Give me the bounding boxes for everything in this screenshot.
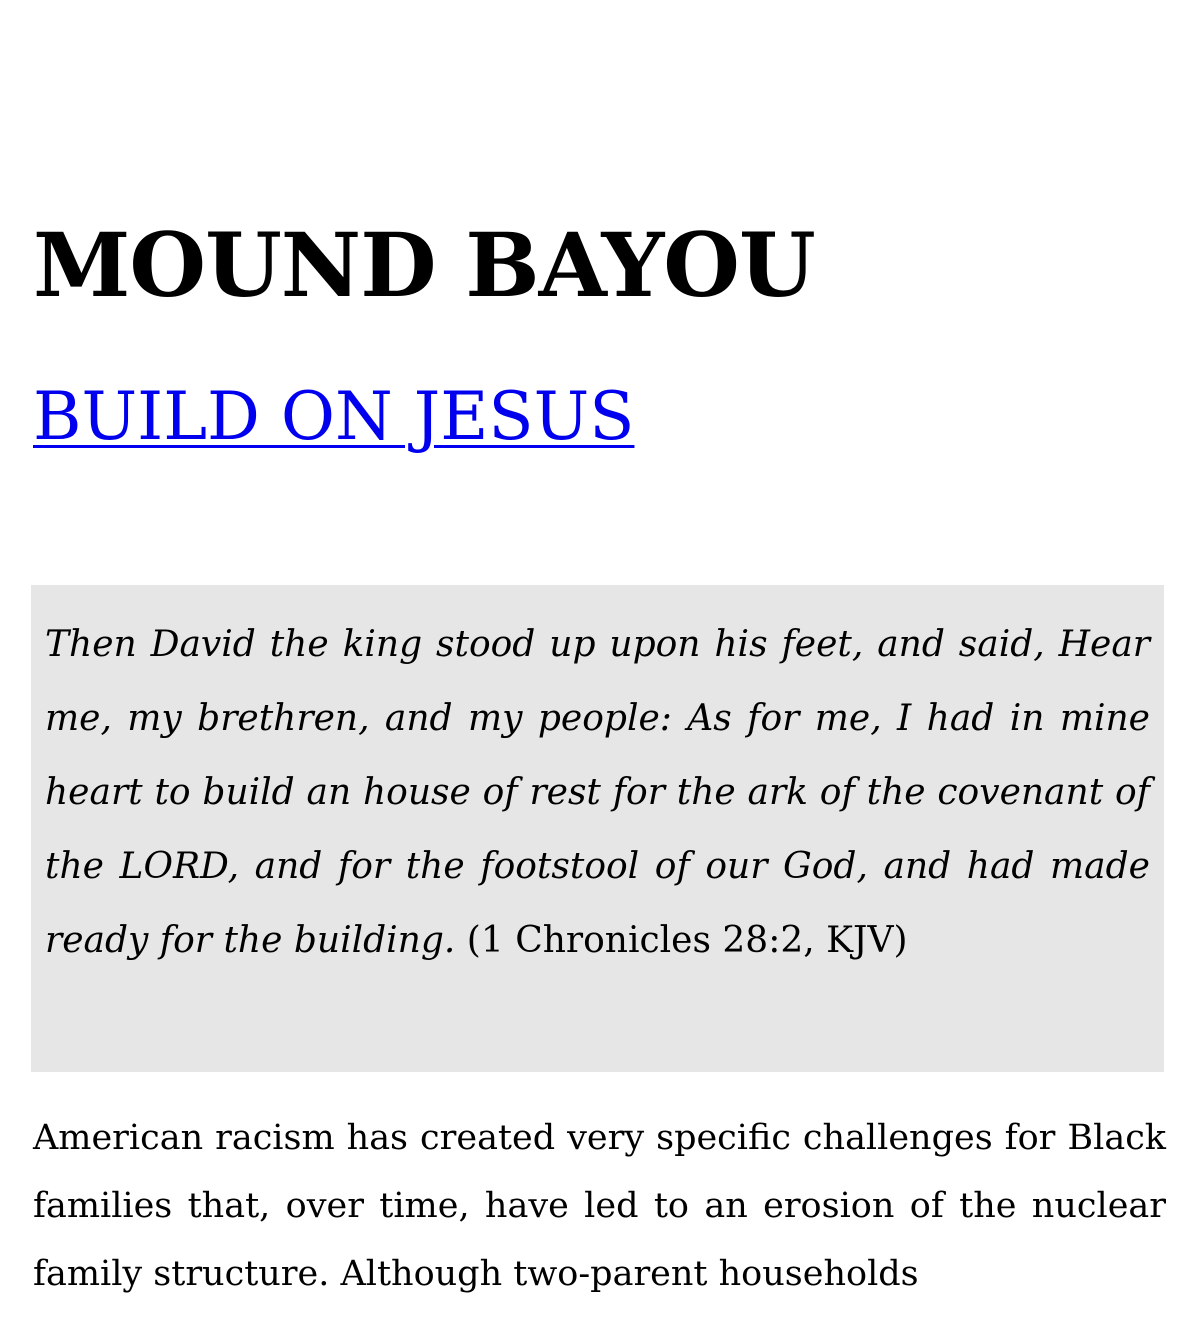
chapter-title: MOUND BAYOU [33,213,815,317]
epigraph-citation: (1 Chronicles 28:2, KJV) [466,920,908,961]
epigraph-verse: Then David the king stood up upon his feet, and said, Hear me, my brethren, and my people: As for me, I had in mine heart to build an house of rest for the ark of the covenant of the LORD, and for the footstool of our God, and had made ready for the building. [45,624,1150,961]
chapter-subtitle-link[interactable]: BUILD ON JESUS [33,378,635,455]
epigraph-block [31,585,1164,1072]
body-paragraph: American racism has created very specific challenges for Black families that, over time, have led to an erosion of the nuclear family structure. Although two-parent households [33,1118,1166,1294]
epigraph-text [45,608,1150,978]
